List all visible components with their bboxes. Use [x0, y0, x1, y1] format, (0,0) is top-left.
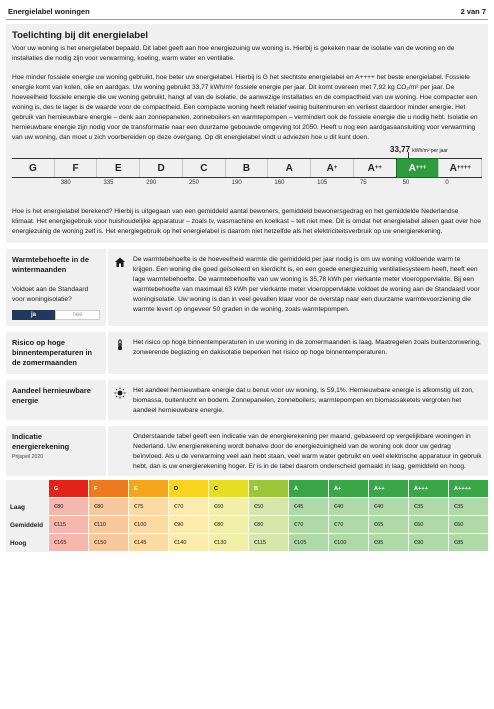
table-row: [6, 498, 488, 516]
cost-header-3: D: [168, 480, 208, 498]
prijspeil: Prijspeil 2020: [12, 454, 44, 460]
label-cell-2: E: [97, 159, 140, 177]
label-cell-7: A +: [311, 159, 354, 177]
label-cell-8: A ++: [354, 159, 397, 177]
calc-paragraph: Hoe is het energielabel berekend? Hierbij is uitgegaan van een gemiddeld aantal bewoners, gemiddeld bewonersgedrag en het gemiddelde Nederlandse klimaat. Het energiegebruik voor huishoudelijke apparatuur – zoals tv, wasmachine en koelkast – telt niet mee. Dit is omdat het energielabel alleen gaat over hoe energiezuinig de woning zelf is. Het energiegebruik op het energielabel is daarom niet hetzelfde als het elektriciteitsverbruik op uw energierekening.: [12, 208, 482, 235]
aandeel-sidebar: [6, 380, 106, 420]
cost-cell: €90: [168, 516, 208, 534]
threshold-9: 50: [402, 180, 410, 186]
aandeel-body: [108, 380, 488, 420]
threshold-7: 105: [317, 180, 328, 186]
threshold-10: 0: [445, 180, 449, 186]
cost-cell: €130: [208, 534, 248, 552]
intro-paragraph-2: Hoe minder fossiele energie uw woning gebruikt, hoe beter uw energielabel. Hierbij is G het slechtste energielabel en A++++ het beste energielabel. Fossiele energie komt van kolen, olie en aardgas. Uw woning gebruikt 33,77 kWh/m² fossiele energie per jaar. Dit komt overeen met 7,92 kg CO₂/m² per jaar. De hoeveelheid fossiele energie die uw woning gebruikt, hangt af van de isolatie, de aanwezige installaties en de compactheid van uw woning. Hoe compacter een woning is, des te lager is de waarde voor de compactheid. Een compacte woning heeft relatief weinig buitenmuren en verliest daardoor minder energie. Het gebruik van hernieuwbare energie – denk aan zonnepanelen, zonneboilers en warmtepompen – vermindert ook de fossiele energie die u nodig hebt. Isolatie en hernieuwbare energie zijn nodig voor de transformatie naar een duurzame gebouwde omgeving tot 2050. Heeft u nog een aardgasaansluiting voor verwarming van uw woning, dan moet u zich voorbereiden op deze overgang. Op dit energielabel vindt u adviezen hoe u dit kunt doen.: [12, 74, 478, 141]
table-row: [6, 534, 488, 552]
cost-cell: €90: [408, 534, 448, 552]
intro-title: Toelichting bij dit energielabel: [12, 30, 149, 41]
cost-cell: €80: [248, 516, 288, 534]
cost-cell: €115: [48, 516, 88, 534]
threshold-5: 190: [231, 180, 242, 186]
risico-body: [108, 332, 488, 374]
label-cell-4: C: [183, 159, 226, 177]
cost-header-9: A+++: [408, 480, 448, 498]
threshold-0: [12, 180, 55, 186]
cost-cell: €60: [408, 516, 448, 534]
label-cell-6: A: [268, 159, 311, 177]
energy-label-scale: [12, 145, 482, 207]
cost-cell: €150: [88, 534, 128, 552]
sun-icon: [114, 387, 126, 399]
page-content: [6, 24, 488, 552]
warmtebehoefte-body: [108, 249, 488, 326]
aandeel-section: [6, 380, 488, 420]
threshold-2: 335: [103, 180, 114, 186]
cost-cell: €40: [328, 498, 368, 516]
cost-cell: €140: [168, 534, 208, 552]
cost-cell: €50: [248, 498, 288, 516]
table-row: [6, 516, 488, 534]
cost-cell: €165: [48, 534, 88, 552]
warmtebehoefte-sidebar: [6, 249, 106, 326]
cost-header-7: A+: [328, 480, 368, 498]
threshold-3: 290: [146, 180, 157, 186]
threshold-4: 250: [188, 180, 199, 186]
aandeel-text: Het aandeel hernieuwbare energie dat u benut voor uw woning, is 59,1%. Hernieuwbare energie is afkomstig uit zon, biomassa, buitenlucht en bodem. Zonnepanelen, zonneboilers, warmtepompen en biomassaketels vergroten het aandeel hernieuwbare energie.: [133, 387, 474, 414]
threshold-6: 160: [274, 180, 285, 186]
cost-header-4: C: [208, 480, 248, 498]
cost-cell: €95: [368, 534, 408, 552]
energy-unit: kWh/m² per jaar: [412, 148, 448, 154]
cost-row-label: Laag: [6, 498, 48, 516]
cost-cell: €70: [328, 516, 368, 534]
cost-cell: €80: [208, 516, 248, 534]
threshold-8: 75: [359, 180, 367, 186]
house-icon: [114, 256, 126, 268]
indicatie-text: Onderstaande tabel geeft een indicatie van de energierekening per maand, gebaseerd op vergelijkbare woningen in Nederland. Uw energierekening wordt behalve door de energiezuinigheid van de woning ook door uw gedrag beïnvloed. Als u de verwarming veel aan hebt staan, veel warm water gebruikt en veel elektrische apparatuur in gebruik hebt, dan is uw energierekening hoger. Er is in de tabel daarom onderscheid gemaakt in laag, gemiddeld en hoog.: [133, 433, 482, 470]
standaard-toggle: [12, 310, 100, 320]
energy-value-readout: [390, 145, 448, 154]
cost-cell: €100: [328, 534, 368, 552]
cost-header-blank: [6, 480, 48, 498]
cost-cell: €80: [48, 498, 88, 516]
indicatie-section: [6, 426, 488, 476]
document-title: Energielabel woningen: [8, 6, 90, 16]
aandeel-title: Aandeel hernieuwbare energie: [12, 386, 91, 405]
indicatie-body: [108, 426, 488, 476]
toggle-yes: ja: [12, 310, 55, 320]
cost-cell: €70: [288, 516, 328, 534]
label-cell-9: A +++: [397, 159, 440, 177]
toggle-no: nee: [55, 310, 100, 320]
cost-header-2: E: [128, 480, 168, 498]
cost-cell: €45: [288, 498, 328, 516]
cost-cell: €100: [128, 516, 168, 534]
cost-cell: €105: [288, 534, 328, 552]
cost-cell: €40: [368, 498, 408, 516]
cost-header-10: A++++: [448, 480, 488, 498]
page-header: [6, 6, 488, 20]
cost-row-label: Hoog: [6, 534, 48, 552]
cost-header-1: F: [88, 480, 128, 498]
cost-cell: €75: [128, 498, 168, 516]
cost-cell: €65: [368, 516, 408, 534]
thermometer-icon: [114, 339, 126, 351]
cost-header-8: A++: [368, 480, 408, 498]
standaard-question: Voldoet aan de Standaard voor woningisolatie?: [12, 286, 89, 303]
risico-section: [6, 332, 488, 374]
cost-cell: €80: [88, 498, 128, 516]
label-bar: [12, 158, 482, 178]
energy-cost-table: [6, 480, 488, 552]
cost-cell: €85: [448, 534, 488, 552]
label-cell-3: D: [140, 159, 183, 177]
cost-row-label: Gemiddeld: [6, 516, 48, 534]
risico-title: Risico op hoge binnentemperaturen in de zomermaanden: [12, 338, 93, 367]
risico-sidebar: [6, 332, 106, 374]
warmtebehoefte-text: De warmtebehoefte is de hoeveelheid warmte die gemiddeld per jaar nodig is om uw woning voldoende warm te krijgen. Een woning die goed geïsoleerd en kierdicht is, en een goede energiezuinig ventilatiesysteem heeft, heeft een lage warmtebehoefte. De warmtebehoefte van uw woning is 35,78 kWh per vierkante meter vloeroppervlakte. Bij een warmtebehoefte van maximaal 63 kWh per vierkante meter vloeroppervlakte voldoet de woning aan de Standaard voor woningisolatie. Uw woning is dan in veel gevallen klaar voor de overstap naar een duurzame warmtevoorziening die warmte levert op ongeveer 50 graden in de woning, zoals warmtepompen.: [133, 256, 480, 313]
cost-cell: €145: [128, 534, 168, 552]
indicatie-sidebar: [6, 426, 106, 476]
indicatie-title: Indicatie energierekening: [12, 432, 70, 451]
intro-section: [6, 24, 488, 243]
warmtebehoefte-section: [6, 249, 488, 326]
label-thresholds: [12, 180, 482, 186]
cost-header-5: B: [248, 480, 288, 498]
cost-cell: €35: [448, 498, 488, 516]
cost-cell: €70: [168, 498, 208, 516]
label-cell-5: B: [226, 159, 269, 177]
page-number: 2 van 7: [460, 6, 486, 16]
cost-cell: €60: [448, 516, 488, 534]
cost-cell: €110: [88, 516, 128, 534]
label-cell-0: G: [12, 159, 55, 177]
label-cell-1: F: [55, 159, 98, 177]
cost-header-row: [6, 480, 488, 498]
cost-cell: €60: [208, 498, 248, 516]
cost-header-0: G: [48, 480, 88, 498]
energy-value: 33,77: [390, 145, 411, 154]
cost-cell: €115: [248, 534, 288, 552]
cost-header-6: A: [288, 480, 328, 498]
risico-text: Het risico op hoge binnentemperaturen in uw woning in de zomermaanden is laag. Maatregelen zoals buitenzonwering, zonwerende beglazing en dakisolatie beperken het risico op hoge binnentemperaturen.: [133, 339, 481, 356]
warmtebehoefte-title: Warmtebehoefte in de wintermaanden: [12, 255, 89, 274]
intro-paragraph-1: Voor uw woning is het energielabel bepaald. Dit label geeft aan hoe energiezuinig uw woning is. Hierbij is gekeken naar de isolatie van de woning en de installaties die nodig zijn voor verwarming, koeling, warm water en ventilatie.: [12, 45, 455, 62]
cost-cell: €35: [408, 498, 448, 516]
threshold-1: 380: [60, 180, 71, 186]
label-cell-10: A ++++: [439, 159, 482, 177]
